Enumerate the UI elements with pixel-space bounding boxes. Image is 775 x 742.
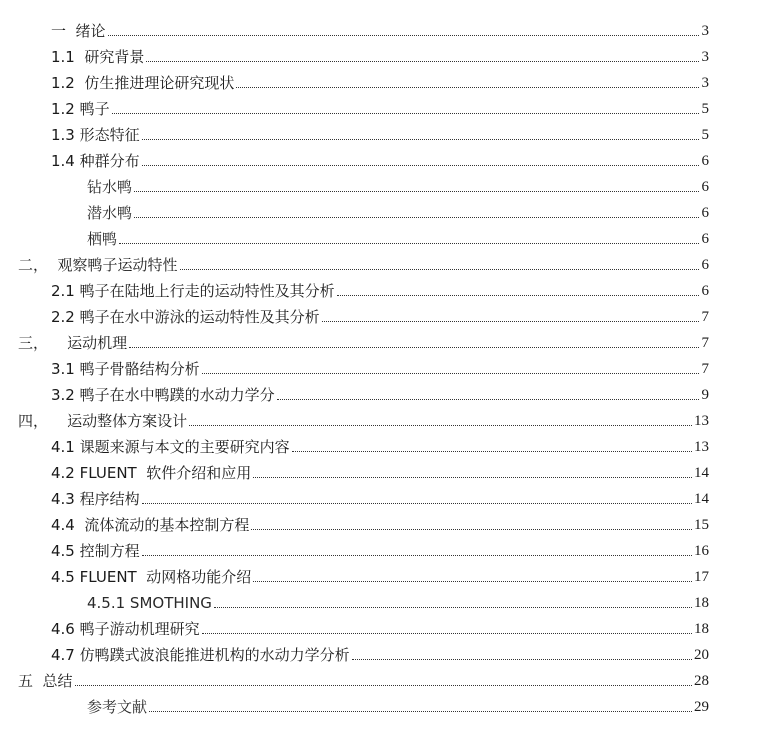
toc-entry-page: 18 xyxy=(694,595,709,611)
toc-entry-page: 6 xyxy=(701,231,709,247)
toc-entry[interactable] xyxy=(51,69,709,95)
toc-entry[interactable] xyxy=(51,277,709,303)
toc-row xyxy=(0,563,775,589)
dot-leader xyxy=(134,190,699,192)
toc-row xyxy=(0,355,775,381)
toc-row xyxy=(0,693,775,719)
dot-leader xyxy=(236,86,699,88)
toc-row xyxy=(0,329,775,355)
toc-entry[interactable] xyxy=(18,407,709,433)
toc-entry-page: 14 xyxy=(694,491,709,507)
toc-row xyxy=(0,225,775,251)
toc-entry-title: 4.5.1 SMOTHING xyxy=(87,594,212,612)
toc-row xyxy=(0,121,775,147)
toc-entry-page: 29 xyxy=(694,699,709,715)
toc-row xyxy=(0,589,775,615)
toc-entry[interactable] xyxy=(51,641,709,667)
toc-entry[interactable] xyxy=(51,381,709,407)
dot-leader xyxy=(253,476,692,478)
toc-entry-title: 3.1 鸭子骨骼结构分析 xyxy=(51,360,200,378)
toc-entry-title: 1.3 形态特征 xyxy=(51,126,140,144)
toc-entry-page: 5 xyxy=(701,101,709,117)
toc-entry[interactable] xyxy=(87,589,709,615)
toc-entry[interactable] xyxy=(51,17,709,43)
toc-entry-title: 参考文献 xyxy=(87,698,148,716)
dot-leader xyxy=(75,684,692,686)
toc-entry[interactable] xyxy=(18,251,709,277)
toc-entry-page: 3 xyxy=(701,49,709,65)
dot-leader xyxy=(251,528,692,530)
toc-entry[interactable] xyxy=(51,537,709,563)
toc-entry-title: 4.2 FLUENT 软件介绍和应用 xyxy=(51,464,252,482)
dot-leader xyxy=(189,424,692,426)
toc-entry[interactable] xyxy=(51,433,709,459)
dot-leader xyxy=(129,346,699,348)
dot-leader xyxy=(253,580,692,582)
toc-entry-page: 5 xyxy=(701,127,709,143)
dot-leader xyxy=(119,242,699,244)
toc-row xyxy=(0,277,775,303)
toc-entry[interactable] xyxy=(51,563,709,589)
toc-entry-title: 四， 运动整体方案设计 xyxy=(18,412,188,430)
toc-entry-title: 4.5 控制方程 xyxy=(51,542,140,560)
toc-row xyxy=(0,95,775,121)
toc-entry-title: 4.5 FLUENT 动网格功能介绍 xyxy=(51,568,252,586)
toc-entry-page: 14 xyxy=(694,465,709,481)
toc-entry-title: 1.4 种群分布 xyxy=(51,152,140,170)
toc-row xyxy=(0,147,775,173)
dot-leader xyxy=(202,632,692,634)
dot-leader xyxy=(322,320,699,322)
dot-leader xyxy=(149,710,692,712)
toc-row xyxy=(0,43,775,69)
toc-entry-title: 1.2 鸭子 xyxy=(51,100,110,118)
toc-row xyxy=(0,459,775,485)
dot-leader xyxy=(352,658,692,660)
toc-entry-page: 7 xyxy=(701,335,709,351)
toc-entry-page: 28 xyxy=(694,673,709,689)
toc-entry-page: 6 xyxy=(701,205,709,221)
toc-row xyxy=(0,303,775,329)
dot-leader xyxy=(142,164,699,166)
toc-entry-page: 3 xyxy=(701,75,709,91)
toc-entry-title: 1.1 研究背景 xyxy=(51,48,145,66)
toc-row xyxy=(0,381,775,407)
toc-entry-page: 6 xyxy=(701,283,709,299)
toc-entry-title: 4.3 程序结构 xyxy=(51,490,140,508)
toc-entry[interactable] xyxy=(87,199,709,225)
toc-entry-title: 3.2 鸭子在水中鸭蹼的水动力学分 xyxy=(51,386,275,404)
toc-entry-title: 潜水鸭 xyxy=(87,204,133,222)
toc-entry-page: 6 xyxy=(701,257,709,273)
toc-row xyxy=(0,407,775,433)
toc-row xyxy=(0,173,775,199)
toc-row xyxy=(0,433,775,459)
toc-entry[interactable] xyxy=(18,329,709,355)
toc-entry[interactable] xyxy=(51,355,709,381)
toc-entry[interactable] xyxy=(51,121,709,147)
toc-entry-title: 4.6 鸭子游动机理研究 xyxy=(51,620,200,638)
toc-entry-title: 钻水鸭 xyxy=(87,178,133,196)
toc-entry-page: 20 xyxy=(694,647,709,663)
toc-entry[interactable] xyxy=(51,485,709,511)
toc-entry-page: 13 xyxy=(694,439,709,455)
toc-row xyxy=(0,511,775,537)
toc-row xyxy=(0,251,775,277)
toc-entry-title: 五 总结 xyxy=(18,672,73,690)
toc-entry[interactable] xyxy=(51,95,709,121)
toc-row xyxy=(0,17,775,43)
toc-entry-title: 三， 运动机理 xyxy=(18,334,128,352)
toc-row xyxy=(0,199,775,225)
dot-leader xyxy=(180,268,699,270)
toc-entry-title: 2.1 鸭子在陆地上行走的运动特性及其分析 xyxy=(51,282,335,300)
toc-entry[interactable] xyxy=(51,43,709,69)
toc-entry-page: 15 xyxy=(694,517,709,533)
dot-leader xyxy=(112,112,699,114)
dot-leader xyxy=(214,606,692,608)
toc-entry[interactable] xyxy=(87,693,709,719)
dot-leader xyxy=(277,398,699,400)
toc-entry-page: 6 xyxy=(701,153,709,169)
toc-entry[interactable] xyxy=(18,667,709,693)
toc-entry-title: 二， 观察鸭子运动特性 xyxy=(18,256,178,274)
toc-entry-page: 18 xyxy=(694,621,709,637)
dot-leader xyxy=(142,502,692,504)
toc-entry-page: 6 xyxy=(701,179,709,195)
toc-row xyxy=(0,485,775,511)
toc-entry[interactable] xyxy=(51,459,709,485)
toc-row xyxy=(0,641,775,667)
toc-entry-page: 13 xyxy=(694,413,709,429)
toc-entry-title: 2.2 鸭子在水中游泳的运动特性及其分析 xyxy=(51,308,320,326)
toc-row xyxy=(0,537,775,563)
toc-entry[interactable] xyxy=(87,225,709,251)
toc-entry-title: 4.4 流体流动的基本控制方程 xyxy=(51,516,250,534)
toc-row xyxy=(0,667,775,693)
toc-entry-page: 9 xyxy=(701,387,709,403)
toc-entry-title: 4.7 仿鸭蹼式波浪能推进机构的水动力学分析 xyxy=(51,646,350,664)
dot-leader xyxy=(292,450,692,452)
toc-entry-page: 7 xyxy=(701,361,709,377)
toc-entry[interactable] xyxy=(51,303,709,329)
toc-entry-page: 7 xyxy=(701,309,709,325)
toc-entry-page: 16 xyxy=(694,543,709,559)
toc-entry-title: 1.2 仿生推进理论研究现状 xyxy=(51,74,235,92)
toc-row xyxy=(0,69,775,95)
toc-entry[interactable] xyxy=(51,511,709,537)
dot-leader xyxy=(108,34,699,36)
toc-entry-page: 17 xyxy=(694,569,709,585)
dot-leader xyxy=(337,294,699,296)
toc-entry-title: 一 绪论 xyxy=(51,22,106,40)
dot-leader xyxy=(142,138,699,140)
toc-entry-title: 4.1 课题来源与本文的主要研究内容 xyxy=(51,438,290,456)
toc-row xyxy=(0,615,775,641)
dot-leader xyxy=(142,554,692,556)
toc-entry[interactable] xyxy=(51,147,709,173)
toc-entry[interactable] xyxy=(87,173,709,199)
toc-entry-page: 3 xyxy=(701,23,709,39)
dot-leader xyxy=(134,216,699,218)
dot-leader xyxy=(202,372,699,374)
dot-leader xyxy=(146,60,699,62)
toc-entry-title: 栖鸭 xyxy=(87,230,118,248)
toc-entry[interactable] xyxy=(51,615,709,641)
table-of-contents xyxy=(0,17,775,719)
